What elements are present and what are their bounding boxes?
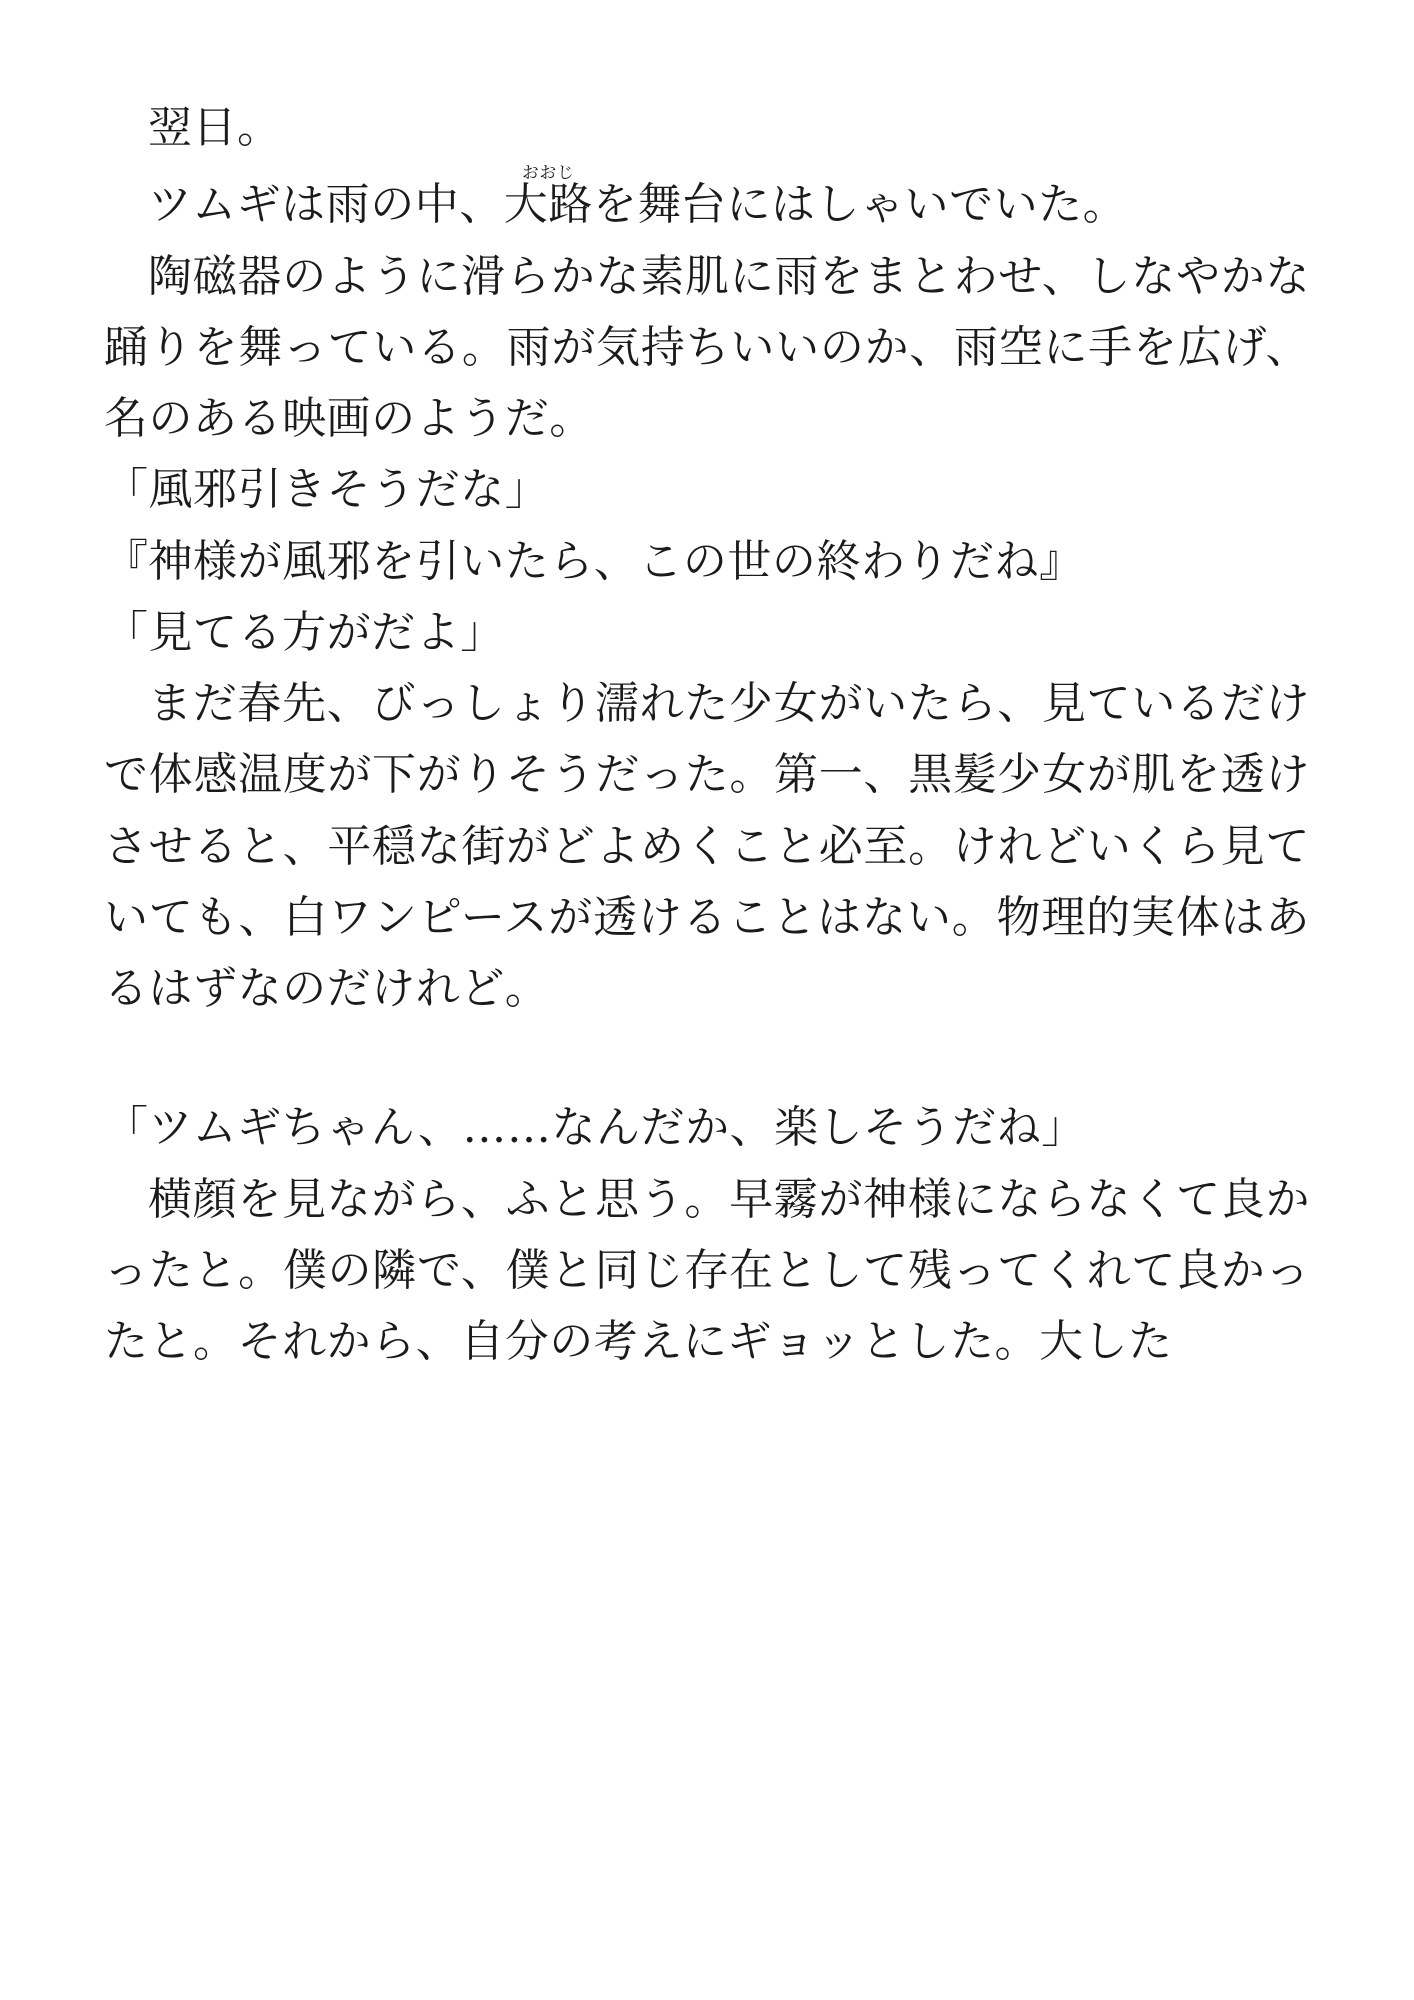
paragraph-3: 陶磁器のように滑らかな素肌に雨をまとわせ、しなやかな踊りを舞っている。雨が気持ちいいのか、雨空に手を広げ、名のある映画のようだ。 xyxy=(104,250,1310,445)
paragraph-4-dialogue: 「風邪引きそうだな」 xyxy=(104,464,550,516)
paragraph-5-dialogue: 『神様が風邪を引いたら、この世の終わりだね』 xyxy=(104,535,1084,587)
paragraph-1: 翌日。 xyxy=(148,102,282,153)
paragraph-9: 横顔を見ながら、ふと思う。早霧が神様にならなくて良かったと。僕の隣で、僕と同じ存在として残ってくれて良かったと。それから、自分の考えにギョッとした。大した xyxy=(104,1173,1310,1368)
paragraph-7: まだ春先、びっしょり濡れた少女がいたら、見ているだけで体感温度が下がりそうだった。第一、黒髪少女が肌を透けさせると、平穏な街がどよめくこと必至。けれどいくら見ていても、白ワンピースが透けることはない。物理的実体はあるはずなのだけれど。 xyxy=(104,678,1310,1015)
paragraph-2-text-after: を舞台にはしゃいでいた。 xyxy=(592,179,1128,231)
paragraph-spacer xyxy=(104,1024,1310,1092)
paragraph-2 xyxy=(104,163,1310,240)
paragraph-2-text-before: ツムギは雨の中、 xyxy=(148,179,504,231)
ruby-annotation-ooji xyxy=(503,162,593,231)
ruby-base: 大路 xyxy=(503,179,593,231)
paragraph-6-dialogue: 「見てる方がだよ」 xyxy=(104,606,505,658)
ruby-reading: おおじ xyxy=(503,162,593,183)
paragraph-8-dialogue: 「ツムギちゃん、……なんだか、楽しそうだね」 xyxy=(104,1102,1086,1154)
document-body xyxy=(104,92,1310,1378)
